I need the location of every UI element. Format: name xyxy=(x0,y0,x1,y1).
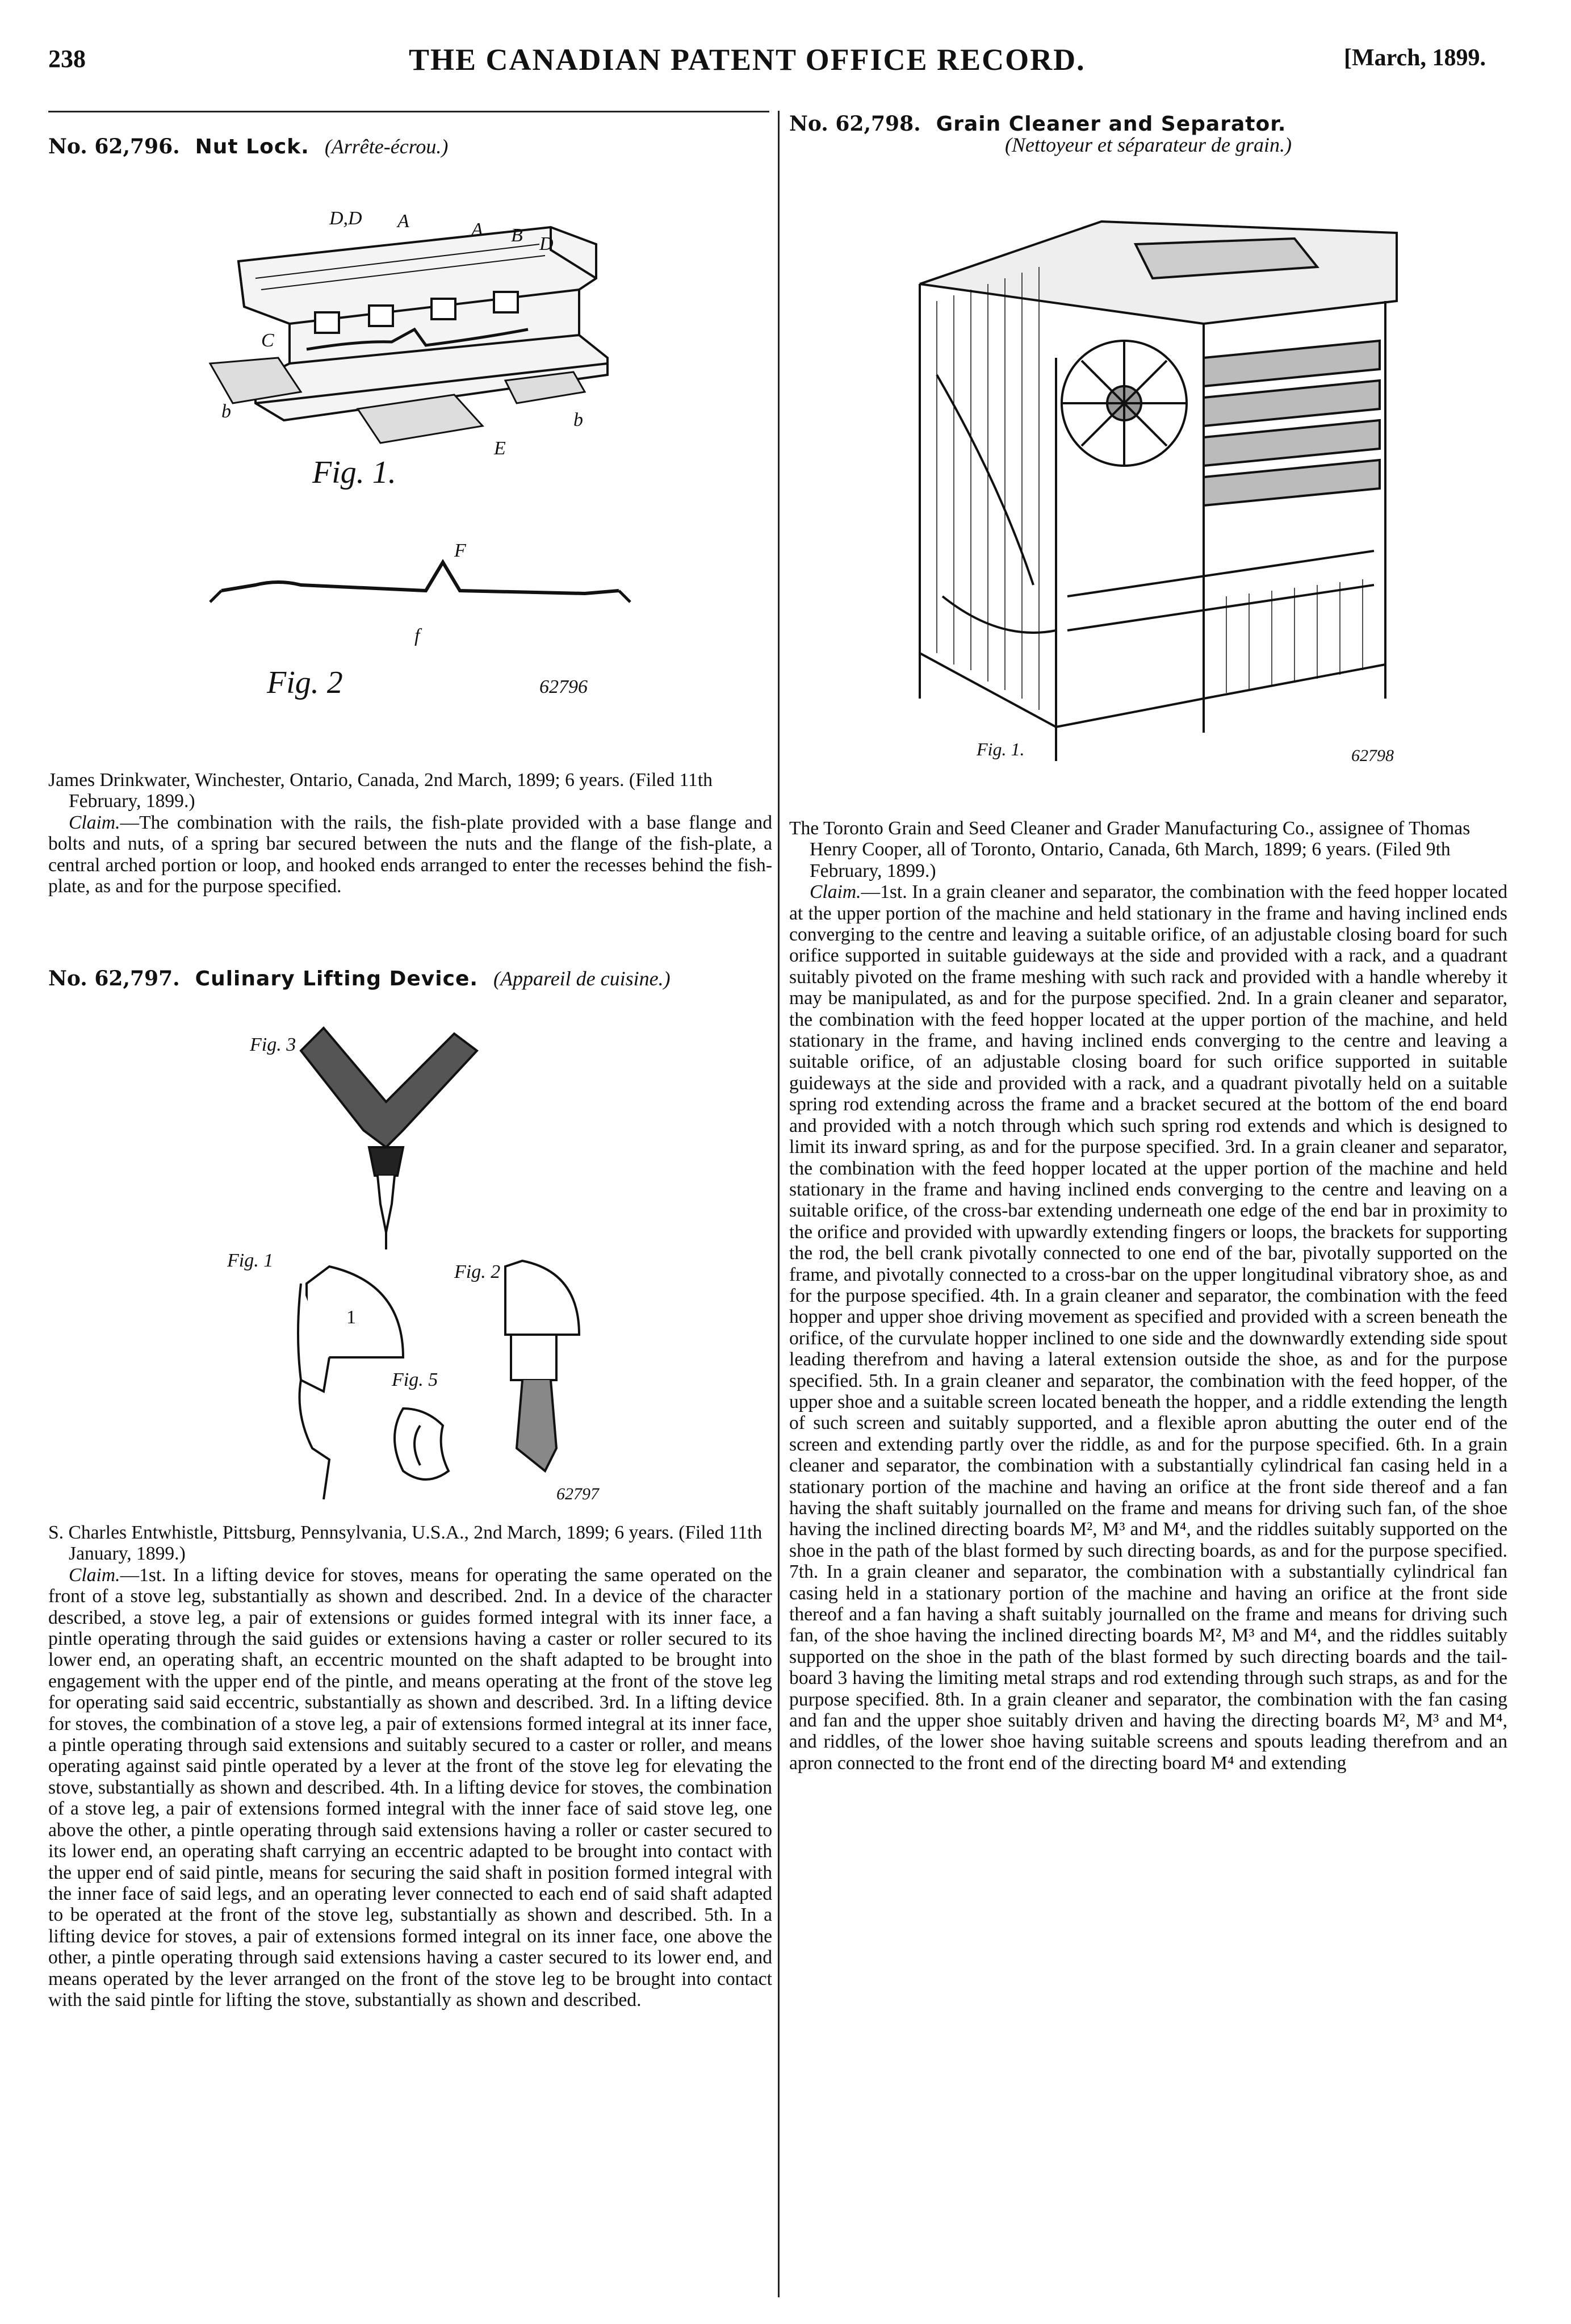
fig3-caption: Fig. 3 xyxy=(250,1034,296,1055)
inventor: The Toronto Grain and Seed Cleaner and Grader Manufacturing Co., assignee of Thomas Henry Cooper, all of Toronto, Ontario, Canada, 6th March, 1899; 6 years. (Filed 9th February, 1899.) xyxy=(789,818,1471,881)
patent-french-name: (Nettoyeur et séparateur de grain.) xyxy=(1005,133,1292,157)
patent-number: No. 62,796. xyxy=(48,135,180,158)
grain-cleaner-drawing xyxy=(886,187,1442,778)
claim-text: —The combination with the rails, the fish-plate provided with a base flange and bolts and nuts, of a spring bar secured between the nuts and the flange of the fish-plate, a central arched portion or loop, and hooked ends arranged to enter the recesses behind the fish-plate, as and for the purpose specified. xyxy=(48,812,772,897)
patent-heading xyxy=(789,114,1507,135)
patent-name: Culinary Lifting Device. xyxy=(195,967,479,990)
fig-patent-no: 62798 xyxy=(1351,746,1394,765)
patent-62797 xyxy=(48,968,772,989)
patent-number: No. 62,798. xyxy=(789,112,921,136)
fig1-caption: Fig. 1. xyxy=(312,455,396,490)
patent-62797-text xyxy=(48,1522,772,2010)
page-header xyxy=(0,0,1571,80)
patent-62798 xyxy=(789,114,1507,156)
lifting-device-drawing xyxy=(216,1017,670,1511)
claim xyxy=(48,812,772,897)
column-divider xyxy=(778,111,780,2297)
svg-text:D: D xyxy=(539,233,554,254)
page-number: 238 xyxy=(48,45,86,73)
svg-text:b: b xyxy=(573,409,583,430)
fig-patent-no: 62797 xyxy=(556,1485,599,1503)
grain-cleaner-figure xyxy=(886,187,1442,778)
fig-patent-no: 62796 xyxy=(539,676,588,697)
svg-text:A: A xyxy=(471,219,483,240)
claim xyxy=(789,881,1507,1774)
patent-french-name: (Appareil de cuisine.) xyxy=(493,967,671,990)
svg-text:B: B xyxy=(511,225,523,246)
patent-62798-text xyxy=(789,818,1507,1774)
claim-label: Claim. xyxy=(69,1564,120,1586)
claim-label: Claim. xyxy=(69,812,120,833)
fig5-caption: Fig. 5 xyxy=(392,1369,438,1390)
claim-label: Claim. xyxy=(810,881,861,903)
patent-heading xyxy=(48,136,772,157)
svg-text:f: f xyxy=(414,625,420,646)
inventor: James Drinkwater, Winchester, Ontario, Canada, 2nd March, 1899; 6 years. (Filed 11th February, 1899.) xyxy=(48,770,713,812)
nut-lock-figure xyxy=(187,193,653,716)
patent-62796 xyxy=(48,136,772,157)
claim-text: —1st. In a lifting device for stoves, means for operating the same operated on the front of a stove leg, substantially as shown and described. 2nd. In a device of the character described, a stove leg, a pair of extensions or guides formed integral with its inner face, a pintle operating through the said guides or extensions having a caster or roller secured to its lower end, an operating shaft, an eccentric mounted on the shaft adapted to be brought into engagement with the upper end of the pintle, and means operating at the front of the stove leg for operating said said eccentric, substantially as shown and described. 3rd. In a lifting device for stoves, the combination of a stove leg, a pair of extensions formed integral at its inner face, a pintle operating through said extensions and suitably secured to a caster or roller, and means operating against said pintle operated by a lever at the front of the stove leg for elevating the stove, substantially as shown and described. 4th. In a lifting device for stoves, the combination of a stove leg, a pair of extensions formed integral with the inner face of said stove leg, one above the other, a pintle operating through said extensions having a roller or caster secured to its lower end, an operating shaft carrying an eccentric adapted to be brought into contact with the upper end of said pintle, means for securing the said shaft in position formed integral with the inner face of said legs, and an operating lever connected to each end of said shaft adapted to be operated at the front of the stove leg, substantially as shown and described. 5th. In a lifting device for stoves, a pair of extensions formed integral on its inner face, one above the other, a pintle operating through said extensions having a caster secured to its lower end, and means operated by the lever arranged on the front of the stove leg to be brought into contact with the said pintle for lifting the stove, substantially as shown and described. xyxy=(48,1564,772,2010)
patent-heading xyxy=(48,968,772,989)
claim-text: —1st. In a grain cleaner and separator, the combination with the feed hopper located at the upper portion of the machine and held stationary in the frame and having inclined ends converging to the centre and leaving a suitable orifice, of an adjustable closing board for such orifice supported in suitable guideways at the side and provided with a rack, and a quadrant suitably pivoted on the frame meshing with such rack and provided with a handle whereby it may be manipulated, as and for the purpose specified. 2nd. In a grain cleaner and separator, the combination with the feed hopper located at the upper portion of the machine, and held stationary in the frame, and having inclined ends converging to the centre and leaving a suitable orifice, of an adjustable closing board for such orifice supported in suitable guideways at the side and provided with a rack, and a quadrant pivotally held on a suitable spring rod extending across the frame and a bracket secured at the bottom of the end board and provided with a notch through which such spring rod extends and which is designed to limit its inward spring, as and for the purpose specified. 3rd. In a grain cleaner and separator, the combination with the feed hopper located at the upper portion of the machine and held stationary in the frame and having inclined ends converging to the centre and leaving on a suitable orifice, of the cross-bar extending underneath one edge of the end bar in proximity to the orifice and provided with upwardly extending fingers or loops, the brackets for supporting the rod, the bell crank pivotally connected to one end of the bar, pivotally supported on the frame, and pivotally connected to a cross-bar on the upper longitudinal vibratory shoe, as and for the purpose specified. 4th. In a grain cleaner and separator, the combination with the feed hopper and upper shoe driving movement as specified and provided with a screen beneath the orifice, of the curvulate hopper inclined to one side and the downwardly extending side spout leading therefrom and having a lateral extension outside the shoe, as and for the purpose specified. 5th. In a grain cleaner and separator, the combination with the feed hopper, of the upper shoe and a suitable screen located beneath the hopper, and a riddle extending the length of such screen and suitably supported, and a flexible apron abutting the outer end of the screen and extending partly over the riddle, as and for the purpose specified. 6th. In a grain cleaner and separator, the combination with a substantially cylindrical fan casing held in a stationary portion of the machine and having an orifice at the front side thereof and a fan having the shaft suitably journalled on the frame and means for driving such fan, of the shoe having the inclined directing boards M², M³ and M⁴, and the riddles suitably supported on the shoe in the path of the blast formed by such directing boards, as and for the purpose specified. 7th. In a grain cleaner and separator, the combination with a substantially cylindrical fan casing held in a stationary portion of the machine and having an orifice at the front side thereof and a fan having a shaft suitably journalled on the frame and means for driving such fan, of the shoe having the inclined directing boards M², M³ and M⁴, and the riddles suitably supported on the shoe in the path of the blast formed by such directing boards and the tail-board 3 having the limiting metal straps and rod extending through such straps, as and for the purpose specified. 8th. In a grain cleaner and separator, the combination with the fan casing and fan and the upper shoe suitably driven and having the directing boards M², M³ and M⁴, and riddles, of the lower shoe having suitable screens and spouts leading therefrom and an apron connected to the front end of the directing board M⁴ and extending xyxy=(789,881,1507,1774)
svg-text:F: F xyxy=(454,540,466,561)
patent-french-name: (Arrête-écrou.) xyxy=(324,135,449,158)
issue-date: [March, 1899. xyxy=(1343,45,1486,71)
fig2-caption: Fig. 2 xyxy=(267,665,343,700)
patent-name: Grain Cleaner and Separator. xyxy=(936,112,1287,136)
lifting-device-figure xyxy=(216,1017,670,1511)
svg-text:A: A xyxy=(397,211,409,232)
fig1-caption: Fig. 1. xyxy=(977,739,1025,759)
svg-text:b: b xyxy=(221,401,231,422)
patent-name: Nut Lock. xyxy=(195,135,309,158)
svg-text:C: C xyxy=(261,330,274,351)
claim xyxy=(48,1565,772,2011)
fig1-caption: Fig. 1 xyxy=(227,1250,274,1271)
inventor: S. Charles Entwhistle, Pittsburg, Pennsylvania, U.S.A., 2nd March, 1899; 6 years. (Filed 11th January, 1899.) xyxy=(48,1522,763,1565)
svg-text:1: 1 xyxy=(346,1307,356,1328)
fig2-caption: Fig. 2 xyxy=(454,1261,501,1282)
patent-number: No. 62,797. xyxy=(48,967,180,990)
journal-title: THE CANADIAN PATENT OFFICE RECORD. xyxy=(409,43,1086,77)
svg-text:D,D: D,D xyxy=(329,208,362,229)
header-rule xyxy=(48,111,769,112)
patent-62796-text xyxy=(48,770,772,897)
nut-lock-drawing xyxy=(187,193,653,716)
svg-text:E: E xyxy=(494,438,506,459)
